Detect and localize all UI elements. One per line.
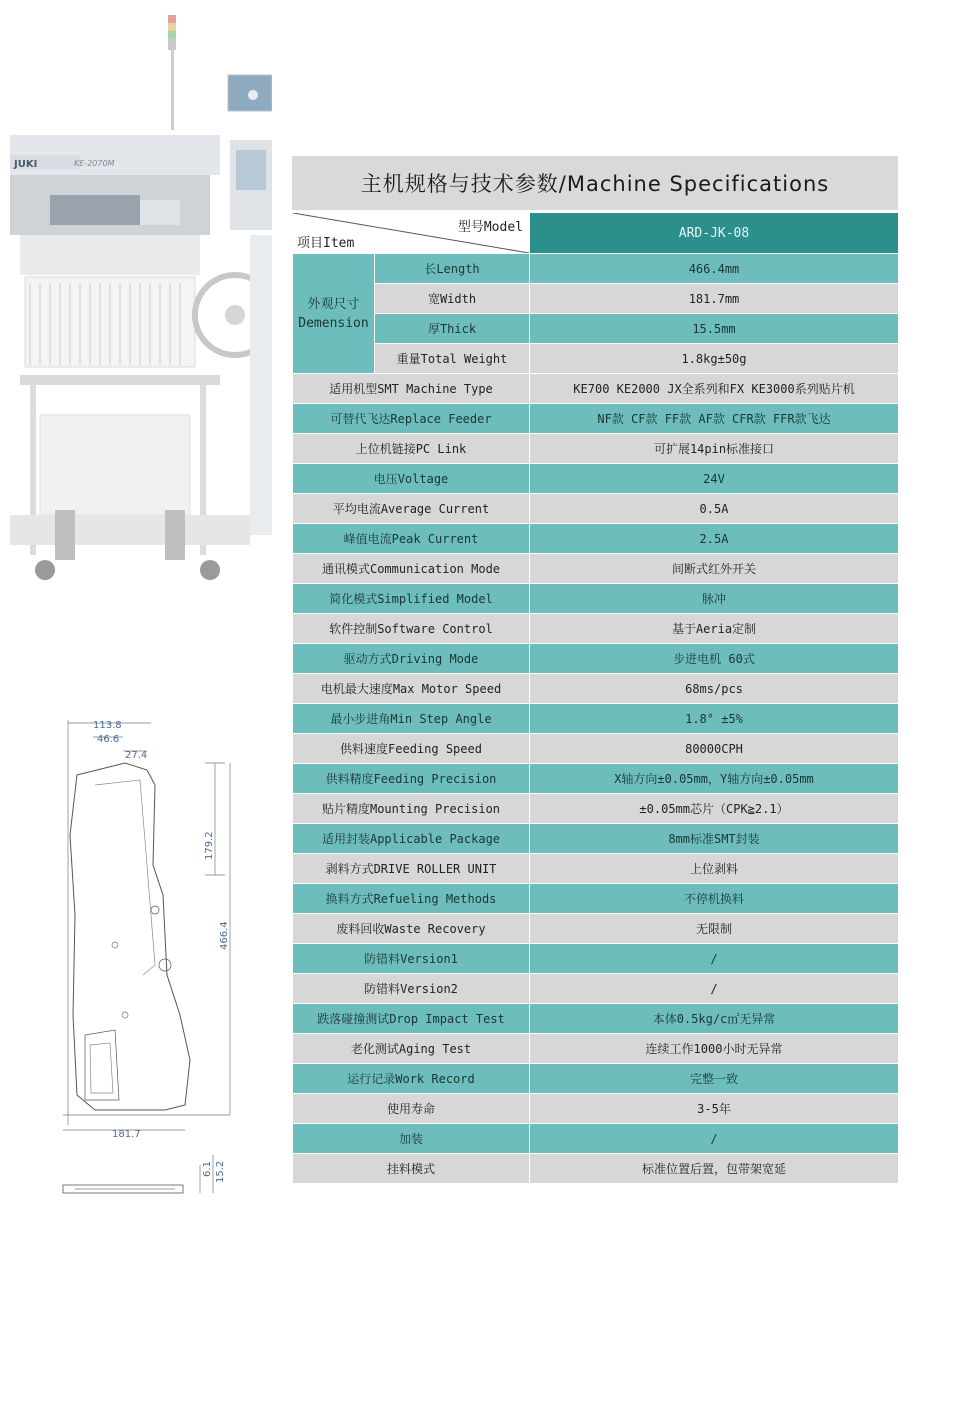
spec-value: 181.7mm <box>530 284 899 314</box>
spec-value: 完整一致 <box>530 1064 899 1094</box>
spec-value: / <box>530 974 899 1004</box>
spec-value: KE700 KE2000 JX全系列和FX KE3000系列贴片机 <box>530 374 899 404</box>
spec-value: 8mm标准SMT封装 <box>530 824 899 854</box>
spec-value: 脉冲 <box>530 584 899 614</box>
spec-label: 贴片精度Mounting Precision <box>293 794 530 824</box>
spec-label: 峰值电流Peak Current <box>293 524 530 554</box>
dim-113-8: 113.8 <box>93 720 122 731</box>
dim-181-7: 181.7 <box>112 1129 141 1140</box>
spec-label: 防错料Version2 <box>293 974 530 1004</box>
spec-row <box>293 284 899 314</box>
header-model-label: 型号Model <box>457 220 523 235</box>
spec-value: 15.5mm <box>530 314 899 344</box>
spec-row <box>293 254 899 284</box>
spec-row <box>293 704 899 734</box>
spec-label: 驱动方式Driving Mode <box>293 644 530 674</box>
feeder-dimension-drawing <box>55 715 235 1205</box>
spec-row <box>293 404 899 434</box>
spec-value: 基于Aeria定制 <box>530 614 899 644</box>
spec-value: 不停机换料 <box>530 884 899 914</box>
spec-row <box>293 524 899 554</box>
spec-row <box>293 344 899 374</box>
spec-label: 电机最大速度Max Motor Speed <box>293 674 530 704</box>
spec-sheet <box>292 156 898 1184</box>
dim-15-2: 15.2 <box>215 1160 226 1183</box>
spec-label: 供料精度Feeding Precision <box>293 764 530 794</box>
spec-value: 连续工作1000小时无异常 <box>530 1034 899 1064</box>
spec-row <box>293 554 899 584</box>
spec-label: 通讯模式Communication Mode <box>293 554 530 584</box>
spec-row <box>293 794 899 824</box>
spec-row <box>293 674 899 704</box>
header-item-label: 项目Item <box>297 236 355 251</box>
dim-6-1: 6.1 <box>202 1161 213 1177</box>
spec-label: 上位机链接PC Link <box>293 434 530 464</box>
spec-value: NF款 CF款 FF款 AF款 CFR款 FFR款飞达 <box>530 404 899 434</box>
spec-label: 挂料模式 <box>293 1154 530 1184</box>
spec-value: 80000CPH <box>530 734 899 764</box>
header-item-cell <box>293 213 530 254</box>
dim-46-6: 46.6 <box>97 734 120 745</box>
spec-value: 无限制 <box>530 914 899 944</box>
spec-label: 运行记录Work Record <box>293 1064 530 1094</box>
spec-label: 废料回收Waste Recovery <box>293 914 530 944</box>
spec-value: / <box>530 1124 899 1154</box>
spec-value: 24V <box>530 464 899 494</box>
spec-value: X轴方向±0.05mm，Y轴方向±0.05mm <box>530 764 899 794</box>
spec-label: 适用封装Applicable Package <box>293 824 530 854</box>
spec-label: 简化模式Simplified Model <box>293 584 530 614</box>
spec-value: 1.8kg±50g <box>530 344 899 374</box>
sheet-title: 主机规格与技术参数/Machine Specifications <box>292 156 898 212</box>
machine-photo <box>10 15 272 590</box>
spec-label: 跌落碰撞测试Drop Impact Test <box>293 1004 530 1034</box>
dim-27-4: 27.4 <box>125 750 148 761</box>
spec-row <box>293 314 899 344</box>
spec-label: 加装 <box>293 1124 530 1154</box>
spec-value: ±0.05mm芯片（CPK≧2.1） <box>530 794 899 824</box>
juki-logo: JUKI <box>14 159 38 170</box>
spec-row <box>293 944 899 974</box>
spec-value: 1.8° ±5% <box>530 704 899 734</box>
spec-label: 换料方式Refueling Methods <box>293 884 530 914</box>
dim-179-2: 179.2 <box>204 831 215 860</box>
spec-label: 软件控制Software Control <box>293 614 530 644</box>
spec-label: 适用机型SMT Machine Type <box>293 374 530 404</box>
spec-value: 本体0.5kg/c㎡无异常 <box>530 1004 899 1034</box>
spec-label: 防错料Version1 <box>293 944 530 974</box>
spec-value: 0.5A <box>530 494 899 524</box>
spec-row <box>293 434 899 464</box>
spec-label: 可替代飞达Replace Feeder <box>293 404 530 434</box>
spec-label: 宽Width <box>375 284 530 314</box>
spec-value: 上位剥料 <box>530 854 899 884</box>
dim-466-4: 466.4 <box>219 921 230 950</box>
spec-value: 2.5A <box>530 524 899 554</box>
spec-row <box>293 1124 899 1154</box>
spec-table <box>292 212 899 1184</box>
spec-row <box>293 734 899 764</box>
spec-row <box>293 614 899 644</box>
spec-label: 最小步进角Min Step Angle <box>293 704 530 734</box>
spec-value: 466.4mm <box>530 254 899 284</box>
model-badge: KE-2070M <box>74 159 115 168</box>
spec-row <box>293 1094 899 1124</box>
spec-row <box>293 914 899 944</box>
spec-label: 重量Total Weight <box>375 344 530 374</box>
spec-row <box>293 764 899 794</box>
dimension-group-label: 外观尺寸 Demension <box>293 254 375 374</box>
spec-label: 老化测试Aging Test <box>293 1034 530 1064</box>
spec-label: 电压Voltage <box>293 464 530 494</box>
spec-value: 标准位置后置，包带架宽延 <box>530 1154 899 1184</box>
spec-value: 步进电机 60式 <box>530 644 899 674</box>
spec-row <box>293 494 899 524</box>
spec-row <box>293 974 899 1004</box>
spec-value: 3-5年 <box>530 1094 899 1124</box>
spec-value: 间断式红外开关 <box>530 554 899 584</box>
spec-row <box>293 854 899 884</box>
spec-label: 使用寿命 <box>293 1094 530 1124</box>
spec-row <box>293 584 899 614</box>
spec-row <box>293 1064 899 1094</box>
spec-row <box>293 374 899 404</box>
spec-row <box>293 1004 899 1034</box>
spec-row <box>293 1034 899 1064</box>
spec-label: 厚Thick <box>375 314 530 344</box>
spec-label: 平均电流Average Current <box>293 494 530 524</box>
spec-row <box>293 1154 899 1184</box>
spec-label: 供料速度Feeding Speed <box>293 734 530 764</box>
spec-label: 剥料方式DRIVE ROLLER UNIT <box>293 854 530 884</box>
spec-value: 可扩展14pin标准接口 <box>530 434 899 464</box>
model-value: ARD-JK-08 <box>530 213 899 254</box>
spec-row <box>293 464 899 494</box>
spec-value: / <box>530 944 899 974</box>
spec-label: 长Length <box>375 254 530 284</box>
spec-row <box>293 884 899 914</box>
spec-row <box>293 644 899 674</box>
spec-row <box>293 824 899 854</box>
spec-value: 68ms/pcs <box>530 674 899 704</box>
